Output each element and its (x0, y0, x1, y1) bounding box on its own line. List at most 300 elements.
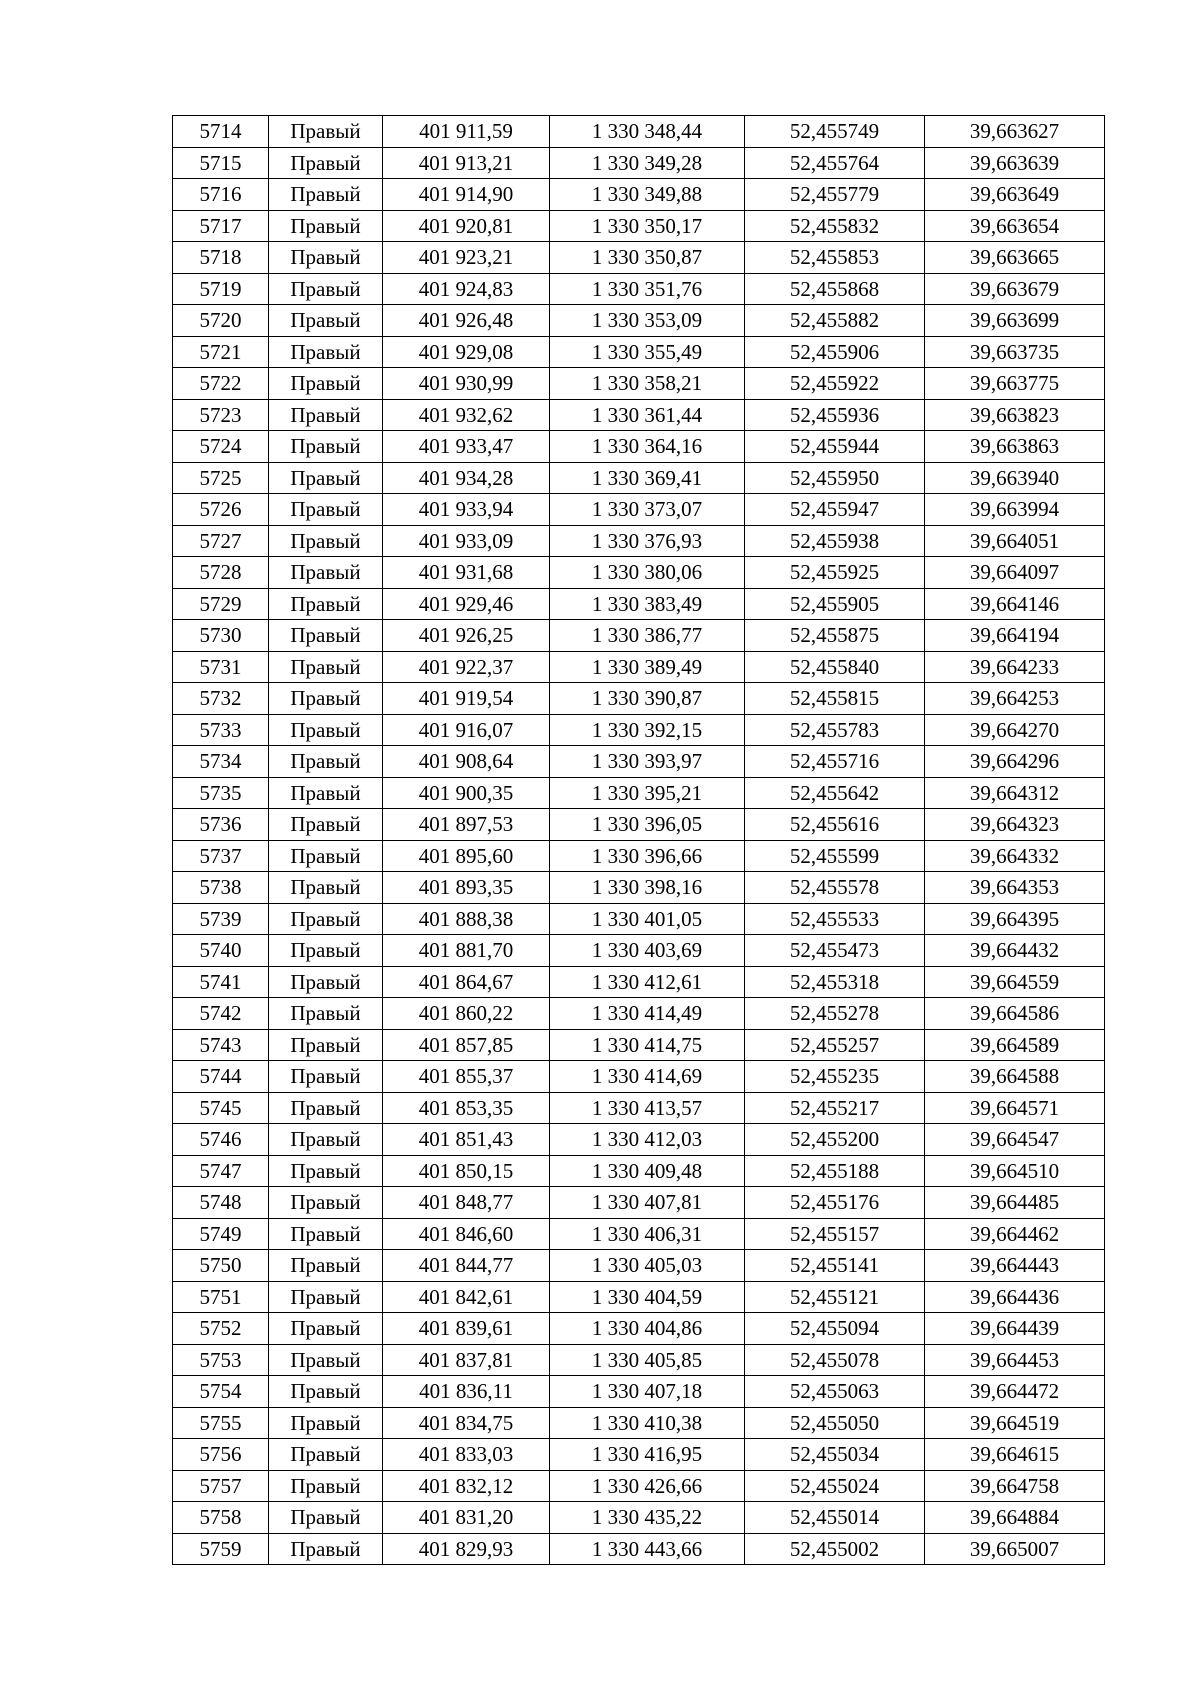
longitude-cell: 39,664485 (925, 1187, 1105, 1219)
x-coordinate-cell: 401 831,20 (383, 1502, 550, 1534)
latitude-cell: 52,455188 (745, 1155, 925, 1187)
latitude-cell: 52,455642 (745, 777, 925, 809)
point-number-cell: 5738 (173, 872, 269, 904)
table-row (173, 1218, 1105, 1250)
side-cell: Правый (269, 714, 383, 746)
latitude-cell: 52,455832 (745, 210, 925, 242)
longitude-cell: 39,664519 (925, 1407, 1105, 1439)
longitude-cell: 39,664432 (925, 935, 1105, 967)
table-row (173, 651, 1105, 683)
y-coordinate-cell: 1 330 412,61 (550, 966, 745, 998)
x-coordinate-cell: 401 848,77 (383, 1187, 550, 1219)
x-coordinate-cell: 401 839,61 (383, 1313, 550, 1345)
latitude-cell: 52,455050 (745, 1407, 925, 1439)
x-coordinate-cell: 401 851,43 (383, 1124, 550, 1156)
table-row (173, 903, 1105, 935)
side-cell: Правый (269, 336, 383, 368)
side-cell: Правый (269, 147, 383, 179)
x-coordinate-cell: 401 916,07 (383, 714, 550, 746)
table-row (173, 1092, 1105, 1124)
side-cell: Правый (269, 777, 383, 809)
side-cell: Правый (269, 1533, 383, 1565)
y-coordinate-cell: 1 330 396,05 (550, 809, 745, 841)
y-coordinate-cell: 1 330 426,66 (550, 1470, 745, 1502)
side-cell: Правый (269, 525, 383, 557)
point-number-cell: 5736 (173, 809, 269, 841)
longitude-cell: 39,663735 (925, 336, 1105, 368)
latitude-cell: 52,455936 (745, 399, 925, 431)
y-coordinate-cell: 1 330 407,18 (550, 1376, 745, 1408)
y-coordinate-cell: 1 330 351,76 (550, 273, 745, 305)
y-coordinate-cell: 1 330 414,69 (550, 1061, 745, 1093)
latitude-cell: 52,455176 (745, 1187, 925, 1219)
side-cell: Правый (269, 1281, 383, 1313)
x-coordinate-cell: 401 914,90 (383, 179, 550, 211)
latitude-cell: 52,455950 (745, 462, 925, 494)
latitude-cell: 52,455257 (745, 1029, 925, 1061)
point-number-cell: 5756 (173, 1439, 269, 1471)
point-number-cell: 5730 (173, 620, 269, 652)
side-cell: Правый (269, 1313, 383, 1345)
latitude-cell: 52,455578 (745, 872, 925, 904)
point-number-cell: 5726 (173, 494, 269, 526)
longitude-cell: 39,664559 (925, 966, 1105, 998)
y-coordinate-cell: 1 330 414,75 (550, 1029, 745, 1061)
latitude-cell: 52,455868 (745, 273, 925, 305)
table-row (173, 998, 1105, 1030)
y-coordinate-cell: 1 330 383,49 (550, 588, 745, 620)
table-row (173, 872, 1105, 904)
side-cell: Правый (269, 1124, 383, 1156)
latitude-cell: 52,455121 (745, 1281, 925, 1313)
latitude-cell: 52,455716 (745, 746, 925, 778)
x-coordinate-cell: 401 833,03 (383, 1439, 550, 1471)
side-cell: Правый (269, 494, 383, 526)
point-number-cell: 5720 (173, 305, 269, 337)
latitude-cell: 52,455783 (745, 714, 925, 746)
latitude-cell: 52,455473 (745, 935, 925, 967)
y-coordinate-cell: 1 330 404,59 (550, 1281, 745, 1313)
x-coordinate-cell: 401 922,37 (383, 651, 550, 683)
point-number-cell: 5740 (173, 935, 269, 967)
table-row (173, 620, 1105, 652)
point-number-cell: 5735 (173, 777, 269, 809)
table-row (173, 305, 1105, 337)
point-number-cell: 5727 (173, 525, 269, 557)
y-coordinate-cell: 1 330 410,38 (550, 1407, 745, 1439)
latitude-cell: 52,455944 (745, 431, 925, 463)
x-coordinate-cell: 401 931,68 (383, 557, 550, 589)
side-cell: Правый (269, 903, 383, 935)
x-coordinate-cell: 401 837,81 (383, 1344, 550, 1376)
table-row (173, 746, 1105, 778)
point-number-cell: 5732 (173, 683, 269, 715)
table-row (173, 588, 1105, 620)
y-coordinate-cell: 1 330 361,44 (550, 399, 745, 431)
side-cell: Правый (269, 399, 383, 431)
y-coordinate-cell: 1 330 404,86 (550, 1313, 745, 1345)
table-row (173, 179, 1105, 211)
side-cell: Правый (269, 242, 383, 274)
table-row (173, 1502, 1105, 1534)
latitude-cell: 52,455882 (745, 305, 925, 337)
side-cell: Правый (269, 1187, 383, 1219)
longitude-cell: 39,664472 (925, 1376, 1105, 1408)
longitude-cell: 39,664884 (925, 1502, 1105, 1534)
longitude-cell: 39,664436 (925, 1281, 1105, 1313)
table-row (173, 1407, 1105, 1439)
side-cell: Правый (269, 1218, 383, 1250)
side-cell: Правый (269, 966, 383, 998)
point-number-cell: 5716 (173, 179, 269, 211)
y-coordinate-cell: 1 330 435,22 (550, 1502, 745, 1534)
latitude-cell: 52,455141 (745, 1250, 925, 1282)
x-coordinate-cell: 401 913,21 (383, 147, 550, 179)
x-coordinate-cell: 401 929,46 (383, 588, 550, 620)
side-cell: Правый (269, 620, 383, 652)
x-coordinate-cell: 401 834,75 (383, 1407, 550, 1439)
longitude-cell: 39,663775 (925, 368, 1105, 400)
longitude-cell: 39,663679 (925, 273, 1105, 305)
longitude-cell: 39,664547 (925, 1124, 1105, 1156)
coordinates-table-body (173, 116, 1105, 1565)
y-coordinate-cell: 1 330 353,09 (550, 305, 745, 337)
table-row (173, 809, 1105, 841)
side-cell: Правый (269, 998, 383, 1030)
side-cell: Правый (269, 1092, 383, 1124)
longitude-cell: 39,664353 (925, 872, 1105, 904)
x-coordinate-cell: 401 844,77 (383, 1250, 550, 1282)
point-number-cell: 5729 (173, 588, 269, 620)
x-coordinate-cell: 401 933,09 (383, 525, 550, 557)
table-row (173, 966, 1105, 998)
point-number-cell: 5757 (173, 1470, 269, 1502)
x-coordinate-cell: 401 897,53 (383, 809, 550, 841)
latitude-cell: 52,455599 (745, 840, 925, 872)
x-coordinate-cell: 401 911,59 (383, 116, 550, 148)
side-cell: Правый (269, 368, 383, 400)
latitude-cell: 52,455947 (745, 494, 925, 526)
point-number-cell: 5739 (173, 903, 269, 935)
y-coordinate-cell: 1 330 401,05 (550, 903, 745, 935)
longitude-cell: 39,664758 (925, 1470, 1105, 1502)
y-coordinate-cell: 1 330 390,87 (550, 683, 745, 715)
x-coordinate-cell: 401 857,85 (383, 1029, 550, 1061)
x-coordinate-cell: 401 893,35 (383, 872, 550, 904)
latitude-cell: 52,455875 (745, 620, 925, 652)
latitude-cell: 52,455157 (745, 1218, 925, 1250)
y-coordinate-cell: 1 330 348,44 (550, 116, 745, 148)
x-coordinate-cell: 401 934,28 (383, 462, 550, 494)
y-coordinate-cell: 1 330 443,66 (550, 1533, 745, 1565)
latitude-cell: 52,455217 (745, 1092, 925, 1124)
table-row (173, 116, 1105, 148)
longitude-cell: 39,663639 (925, 147, 1105, 179)
y-coordinate-cell: 1 330 380,06 (550, 557, 745, 589)
latitude-cell: 52,455235 (745, 1061, 925, 1093)
y-coordinate-cell: 1 330 386,77 (550, 620, 745, 652)
longitude-cell: 39,663994 (925, 494, 1105, 526)
table-row (173, 777, 1105, 809)
longitude-cell: 39,665007 (925, 1533, 1105, 1565)
longitude-cell: 39,663627 (925, 116, 1105, 148)
longitude-cell: 39,663654 (925, 210, 1105, 242)
side-cell: Правый (269, 588, 383, 620)
latitude-cell: 52,455094 (745, 1313, 925, 1345)
latitude-cell: 52,455938 (745, 525, 925, 557)
latitude-cell: 52,455815 (745, 683, 925, 715)
y-coordinate-cell: 1 330 358,21 (550, 368, 745, 400)
latitude-cell: 52,455764 (745, 147, 925, 179)
x-coordinate-cell: 401 895,60 (383, 840, 550, 872)
y-coordinate-cell: 1 330 409,48 (550, 1155, 745, 1187)
longitude-cell: 39,664510 (925, 1155, 1105, 1187)
table-row (173, 1061, 1105, 1093)
longitude-cell: 39,664270 (925, 714, 1105, 746)
side-cell: Правый (269, 1061, 383, 1093)
point-number-cell: 5723 (173, 399, 269, 431)
point-number-cell: 5725 (173, 462, 269, 494)
y-coordinate-cell: 1 330 389,49 (550, 651, 745, 683)
longitude-cell: 39,664332 (925, 840, 1105, 872)
y-coordinate-cell: 1 330 395,21 (550, 777, 745, 809)
y-coordinate-cell: 1 330 376,93 (550, 525, 745, 557)
longitude-cell: 39,664312 (925, 777, 1105, 809)
point-number-cell: 5755 (173, 1407, 269, 1439)
latitude-cell: 52,455014 (745, 1502, 925, 1534)
side-cell: Правый (269, 1470, 383, 1502)
table-row (173, 1155, 1105, 1187)
x-coordinate-cell: 401 881,70 (383, 935, 550, 967)
table-row (173, 242, 1105, 274)
y-coordinate-cell: 1 330 403,69 (550, 935, 745, 967)
longitude-cell: 39,664051 (925, 525, 1105, 557)
y-coordinate-cell: 1 330 349,88 (550, 179, 745, 211)
table-row (173, 683, 1105, 715)
x-coordinate-cell: 401 933,47 (383, 431, 550, 463)
y-coordinate-cell: 1 330 392,15 (550, 714, 745, 746)
longitude-cell: 39,664588 (925, 1061, 1105, 1093)
latitude-cell: 52,455200 (745, 1124, 925, 1156)
point-number-cell: 5745 (173, 1092, 269, 1124)
table-row (173, 147, 1105, 179)
table-row (173, 368, 1105, 400)
latitude-cell: 52,455853 (745, 242, 925, 274)
x-coordinate-cell: 401 920,81 (383, 210, 550, 242)
latitude-cell: 52,455616 (745, 809, 925, 841)
latitude-cell: 52,455779 (745, 179, 925, 211)
table-row (173, 431, 1105, 463)
point-number-cell: 5741 (173, 966, 269, 998)
x-coordinate-cell: 401 926,48 (383, 305, 550, 337)
side-cell: Правый (269, 840, 383, 872)
point-number-cell: 5714 (173, 116, 269, 148)
latitude-cell: 52,455749 (745, 116, 925, 148)
point-number-cell: 5744 (173, 1061, 269, 1093)
point-number-cell: 5718 (173, 242, 269, 274)
x-coordinate-cell: 401 932,62 (383, 399, 550, 431)
y-coordinate-cell: 1 330 406,31 (550, 1218, 745, 1250)
longitude-cell: 39,664615 (925, 1439, 1105, 1471)
longitude-cell: 39,664233 (925, 651, 1105, 683)
y-coordinate-cell: 1 330 355,49 (550, 336, 745, 368)
point-number-cell: 5751 (173, 1281, 269, 1313)
y-coordinate-cell: 1 330 405,85 (550, 1344, 745, 1376)
point-number-cell: 5724 (173, 431, 269, 463)
longitude-cell: 39,663699 (925, 305, 1105, 337)
longitude-cell: 39,663823 (925, 399, 1105, 431)
point-number-cell: 5746 (173, 1124, 269, 1156)
side-cell: Правый (269, 1407, 383, 1439)
table-row (173, 840, 1105, 872)
point-number-cell: 5722 (173, 368, 269, 400)
latitude-cell: 52,455905 (745, 588, 925, 620)
longitude-cell: 39,664296 (925, 746, 1105, 778)
table-row (173, 273, 1105, 305)
y-coordinate-cell: 1 330 350,87 (550, 242, 745, 274)
y-coordinate-cell: 1 330 414,49 (550, 998, 745, 1030)
x-coordinate-cell: 401 933,94 (383, 494, 550, 526)
point-number-cell: 5752 (173, 1313, 269, 1345)
table-row (173, 1533, 1105, 1565)
side-cell: Правый (269, 809, 383, 841)
x-coordinate-cell: 401 926,25 (383, 620, 550, 652)
y-coordinate-cell: 1 330 396,66 (550, 840, 745, 872)
side-cell: Правый (269, 872, 383, 904)
side-cell: Правый (269, 1344, 383, 1376)
side-cell: Правый (269, 1439, 383, 1471)
table-row (173, 210, 1105, 242)
table-row (173, 935, 1105, 967)
x-coordinate-cell: 401 919,54 (383, 683, 550, 715)
point-number-cell: 5750 (173, 1250, 269, 1282)
y-coordinate-cell: 1 330 393,97 (550, 746, 745, 778)
table-row (173, 1470, 1105, 1502)
table-row (173, 1376, 1105, 1408)
y-coordinate-cell: 1 330 364,16 (550, 431, 745, 463)
point-number-cell: 5719 (173, 273, 269, 305)
x-coordinate-cell: 401 855,37 (383, 1061, 550, 1093)
table-row (173, 1250, 1105, 1282)
table-row (173, 1439, 1105, 1471)
y-coordinate-cell: 1 330 349,28 (550, 147, 745, 179)
latitude-cell: 52,455002 (745, 1533, 925, 1565)
latitude-cell: 52,455278 (745, 998, 925, 1030)
y-coordinate-cell: 1 330 416,95 (550, 1439, 745, 1471)
longitude-cell: 39,663649 (925, 179, 1105, 211)
point-number-cell: 5754 (173, 1376, 269, 1408)
longitude-cell: 39,664443 (925, 1250, 1105, 1282)
longitude-cell: 39,663863 (925, 431, 1105, 463)
y-coordinate-cell: 1 330 405,03 (550, 1250, 745, 1282)
longitude-cell: 39,664097 (925, 557, 1105, 589)
point-number-cell: 5717 (173, 210, 269, 242)
latitude-cell: 52,455034 (745, 1439, 925, 1471)
longitude-cell: 39,664462 (925, 1218, 1105, 1250)
side-cell: Правый (269, 431, 383, 463)
point-number-cell: 5758 (173, 1502, 269, 1534)
table-row (173, 1313, 1105, 1345)
side-cell: Правый (269, 1250, 383, 1282)
coordinates-table (172, 115, 1105, 1565)
x-coordinate-cell: 401 924,83 (383, 273, 550, 305)
longitude-cell: 39,664323 (925, 809, 1105, 841)
y-coordinate-cell: 1 330 412,03 (550, 1124, 745, 1156)
y-coordinate-cell: 1 330 398,16 (550, 872, 745, 904)
longitude-cell: 39,664571 (925, 1092, 1105, 1124)
latitude-cell: 52,455078 (745, 1344, 925, 1376)
point-number-cell: 5734 (173, 746, 269, 778)
y-coordinate-cell: 1 330 373,07 (550, 494, 745, 526)
latitude-cell: 52,455840 (745, 651, 925, 683)
x-coordinate-cell: 401 900,35 (383, 777, 550, 809)
longitude-cell: 39,664589 (925, 1029, 1105, 1061)
x-coordinate-cell: 401 930,99 (383, 368, 550, 400)
point-number-cell: 5728 (173, 557, 269, 589)
x-coordinate-cell: 401 829,93 (383, 1533, 550, 1565)
point-number-cell: 5759 (173, 1533, 269, 1565)
x-coordinate-cell: 401 864,67 (383, 966, 550, 998)
side-cell: Правый (269, 935, 383, 967)
point-number-cell: 5737 (173, 840, 269, 872)
longitude-cell: 39,664586 (925, 998, 1105, 1030)
point-number-cell: 5748 (173, 1187, 269, 1219)
table-row (173, 1344, 1105, 1376)
point-number-cell: 5747 (173, 1155, 269, 1187)
latitude-cell: 52,455533 (745, 903, 925, 935)
table-row (173, 557, 1105, 589)
table-row (173, 399, 1105, 431)
point-number-cell: 5733 (173, 714, 269, 746)
point-number-cell: 5743 (173, 1029, 269, 1061)
point-number-cell: 5749 (173, 1218, 269, 1250)
longitude-cell: 39,663940 (925, 462, 1105, 494)
longitude-cell: 39,663665 (925, 242, 1105, 274)
x-coordinate-cell: 401 923,21 (383, 242, 550, 274)
point-number-cell: 5742 (173, 998, 269, 1030)
side-cell: Правый (269, 746, 383, 778)
longitude-cell: 39,664453 (925, 1344, 1105, 1376)
x-coordinate-cell: 401 908,64 (383, 746, 550, 778)
y-coordinate-cell: 1 330 350,17 (550, 210, 745, 242)
x-coordinate-cell: 401 888,38 (383, 903, 550, 935)
longitude-cell: 39,664146 (925, 588, 1105, 620)
point-number-cell: 5753 (173, 1344, 269, 1376)
side-cell: Правый (269, 651, 383, 683)
table-row (173, 1029, 1105, 1061)
side-cell: Правый (269, 1502, 383, 1534)
side-cell: Правый (269, 305, 383, 337)
table-row (173, 525, 1105, 557)
side-cell: Правый (269, 1029, 383, 1061)
x-coordinate-cell: 401 836,11 (383, 1376, 550, 1408)
table-row (173, 336, 1105, 368)
side-cell: Правый (269, 116, 383, 148)
x-coordinate-cell: 401 850,15 (383, 1155, 550, 1187)
longitude-cell: 39,664194 (925, 620, 1105, 652)
side-cell: Правый (269, 462, 383, 494)
side-cell: Правый (269, 683, 383, 715)
longitude-cell: 39,664395 (925, 903, 1105, 935)
side-cell: Правый (269, 557, 383, 589)
x-coordinate-cell: 401 842,61 (383, 1281, 550, 1313)
table-row (173, 1281, 1105, 1313)
latitude-cell: 52,455063 (745, 1376, 925, 1408)
side-cell: Правый (269, 1376, 383, 1408)
x-coordinate-cell: 401 860,22 (383, 998, 550, 1030)
point-number-cell: 5721 (173, 336, 269, 368)
table-row (173, 494, 1105, 526)
